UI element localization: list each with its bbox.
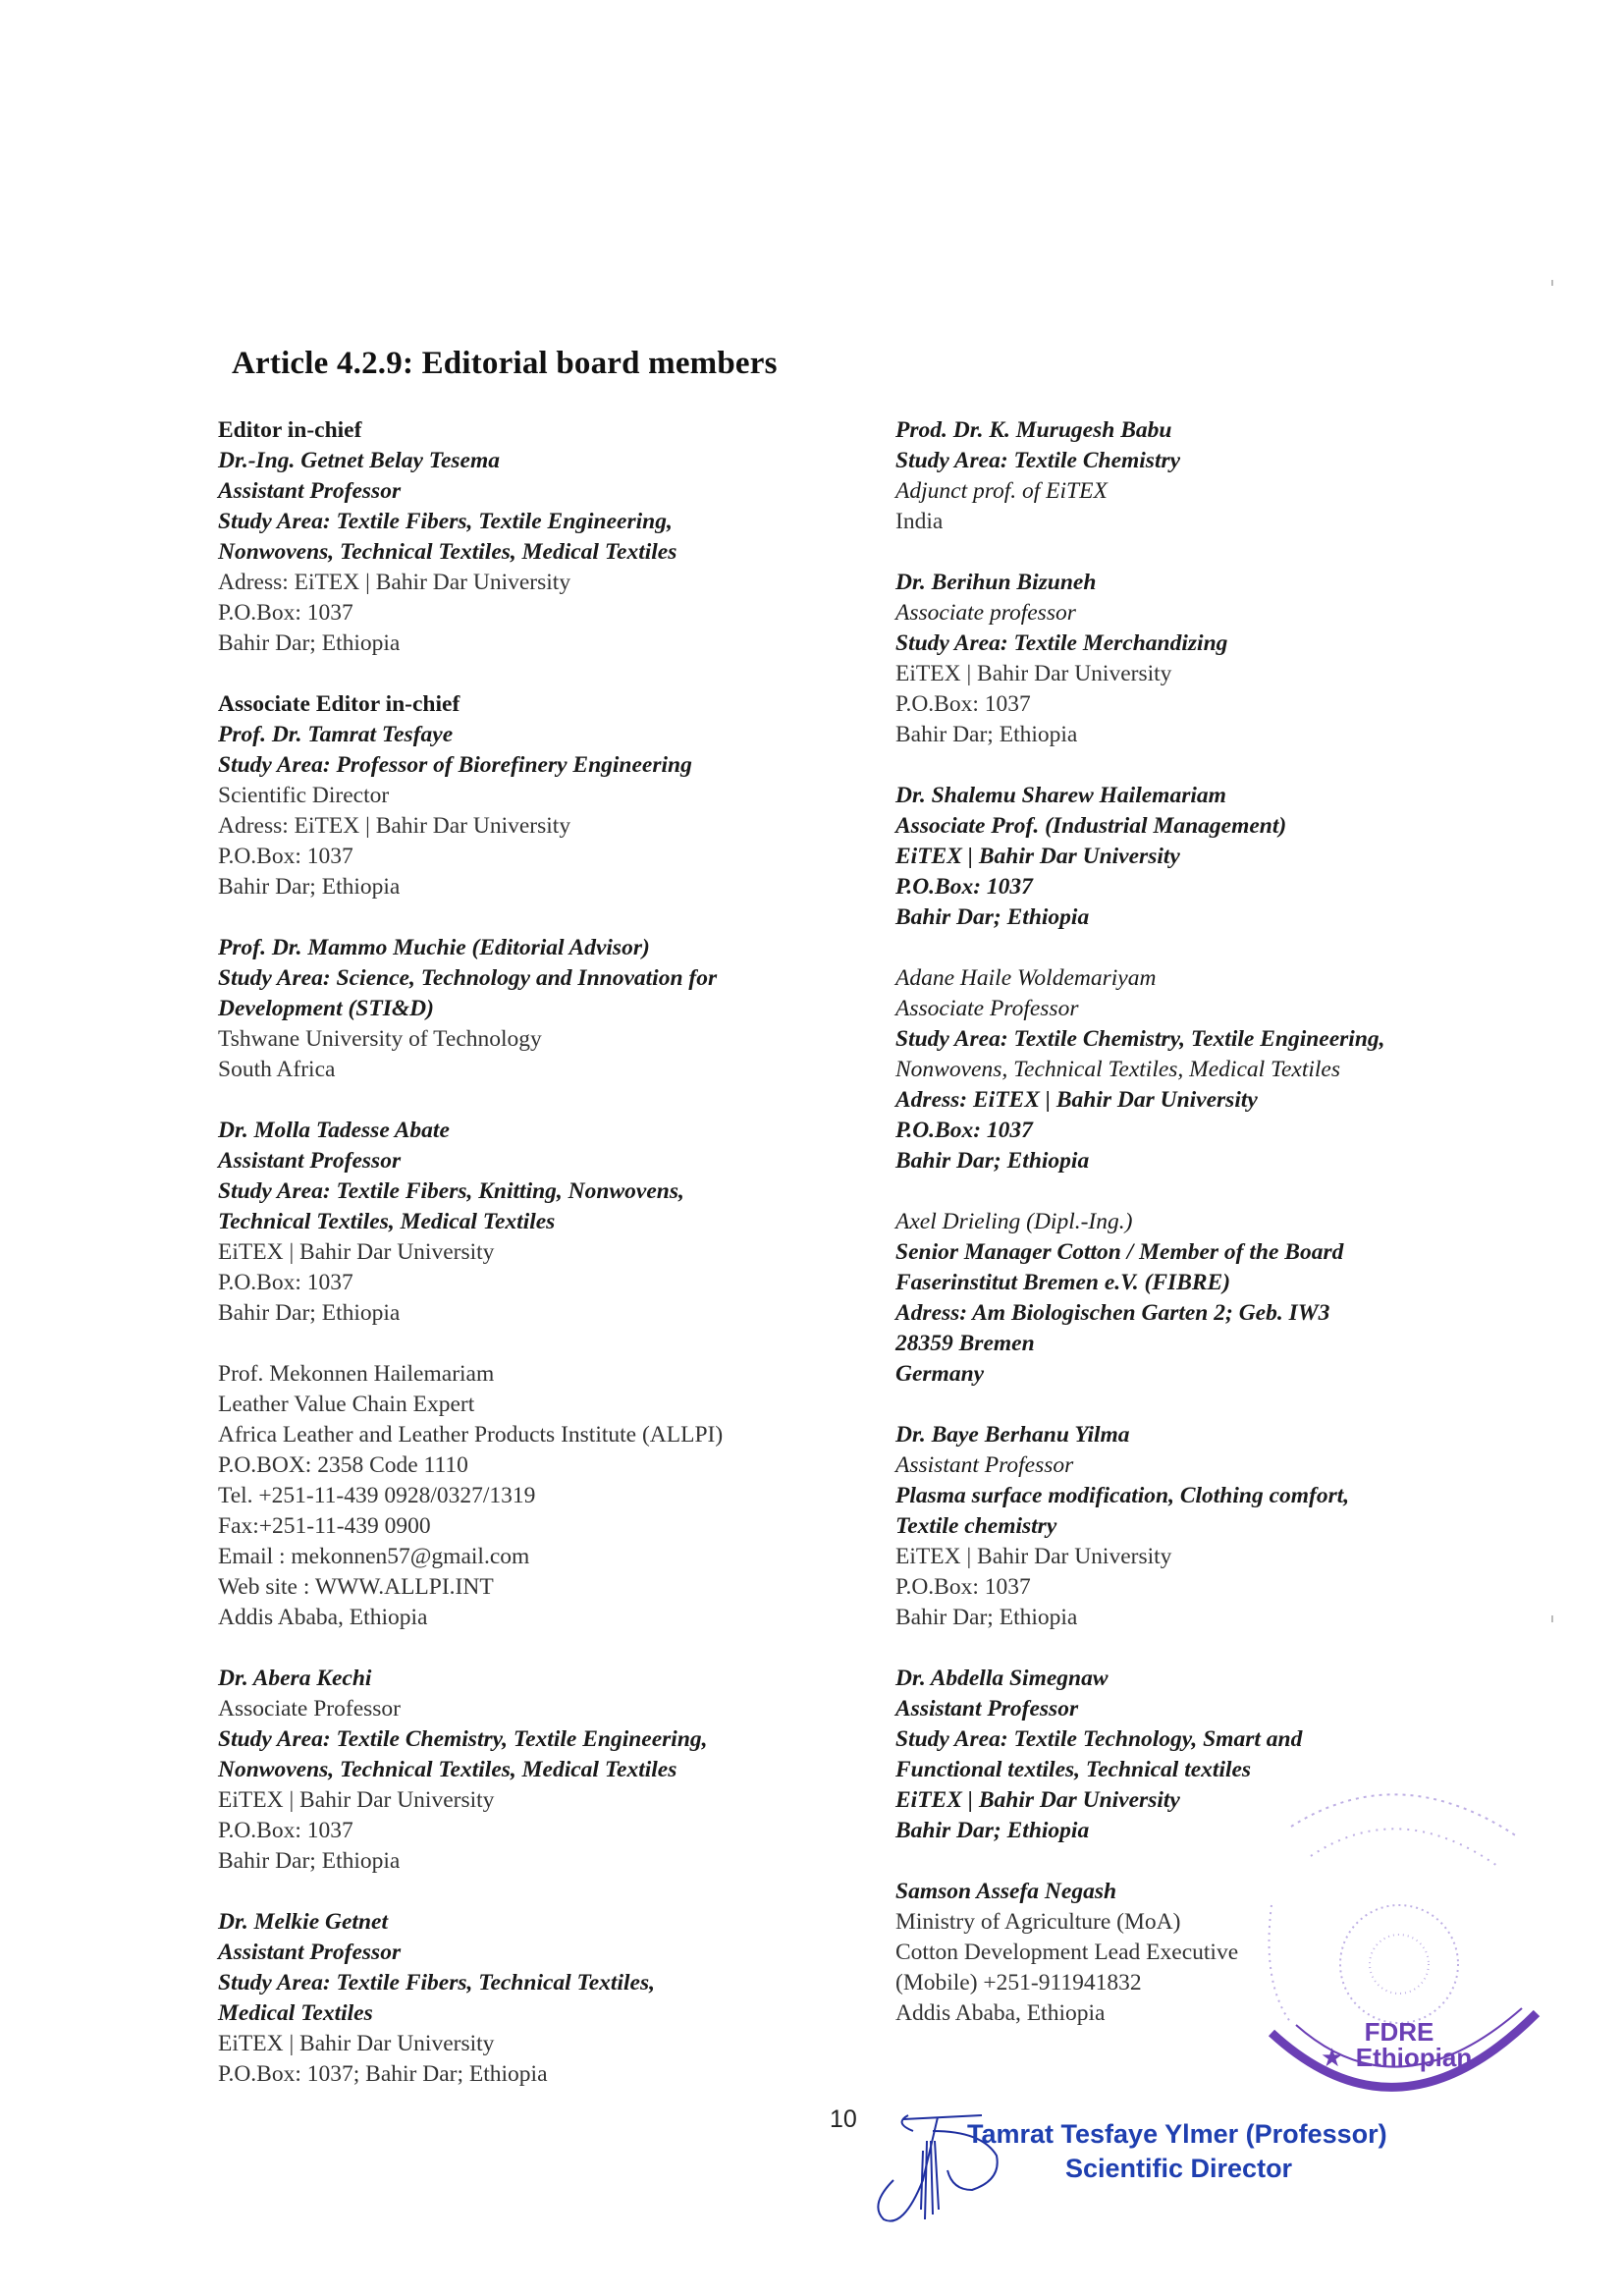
entry-detail-line: Email : mekonnen57@gmail.com — [218, 1544, 530, 1569]
entry-detail-line: Adress: EiTEX | Bahir Dar University — [218, 570, 571, 595]
entry-detail-line: Bahir Dar; Ethiopia — [895, 1605, 1078, 1630]
entry-detail-line: P.O.Box: 1037 — [218, 600, 353, 626]
entry-detail-line: Cotton Development Lead Executive — [895, 1940, 1239, 1965]
entry-detail-line: Bahir Dar; Ethiopia — [895, 1148, 1090, 1174]
entry-detail-line: Functional textiles, Technical textiles — [895, 1757, 1252, 1782]
entry-detail-line: P.O.Box: 1037 — [218, 1818, 353, 1843]
entry-detail-line: Nonwovens, Technical Textiles, Medical Textiles — [218, 539, 677, 565]
entry-detail-line: P.O.BOX: 2358 Code 1110 — [218, 1452, 468, 1478]
entry-heading-line: Associate Editor in-chief — [218, 691, 460, 717]
official-stamp — [1252, 1768, 1546, 2102]
entry-detail-line: Assistant Professor — [218, 478, 402, 504]
board-member-entry — [895, 415, 1534, 537]
entry-detail-line: Adress: EiTEX | Bahir Dar University — [218, 813, 571, 839]
board-member-entry — [895, 1420, 1534, 1633]
entry-detail-line: Bahir Dar; Ethiopia — [218, 1300, 401, 1326]
stamp-text-fdre: FDRE — [1364, 2017, 1434, 2047]
entry-detail-line: Study Area: Textile Chemistry, Textile Engineering, — [895, 1026, 1385, 1052]
entry-detail-line: Study Area: Textile Technology, Smart and — [895, 1726, 1303, 1752]
board-member-entry — [218, 1664, 846, 1877]
entry-detail-line: Associate Professor — [218, 1696, 402, 1722]
entry-heading-line: Dr. Berihun Bizuneh — [895, 570, 1097, 595]
entry-detail-line: Assistant Professor — [218, 1148, 402, 1174]
entry-detail-line: Adjunct prof. of EiTEX — [895, 478, 1108, 504]
signature-name: Tamrat Tesfaye Ylmer (Professor) — [967, 2119, 1387, 2149]
entry-detail-line: Leather Value Chain Expert — [218, 1392, 475, 1417]
entry-detail-line: Assistant Professor — [895, 1452, 1074, 1478]
entry-detail-line: Dr.-Ing. Getnet Belay Tesema — [218, 448, 500, 473]
entry-detail-line: Bahir Dar; Ethiopia — [218, 630, 401, 656]
entry-detail-line: EiTEX | Bahir Dar University — [895, 661, 1172, 686]
entry-detail-line: (Mobile) +251-911941832 — [895, 1970, 1142, 1995]
entry-detail-line: P.O.Box: 1037 — [895, 1118, 1033, 1143]
entry-detail-line: Addis Ababa, Ethiopia — [218, 1605, 428, 1630]
entry-detail-line: Technical Textiles, Medical Textiles — [218, 1209, 556, 1234]
entry-detail-line: Nonwovens, Technical Textiles, Medical Textiles — [218, 1757, 677, 1782]
entry-detail-line: Adress: EiTEX | Bahir Dar University — [895, 1087, 1258, 1113]
board-member-entry — [218, 933, 846, 1085]
entry-detail-line: Germany — [895, 1361, 985, 1387]
board-member-entry — [895, 963, 1534, 1176]
board-member-entry — [218, 1907, 846, 2090]
entry-detail-line: Study Area: Textile Merchandizing — [895, 630, 1228, 656]
entry-detail-line: Bahir Dar; Ethiopia — [895, 904, 1090, 930]
board-member-entry — [895, 781, 1534, 933]
entry-detail-line: P.O.Box: 1037 — [218, 1270, 353, 1295]
entry-detail-line: South Africa — [218, 1057, 336, 1082]
board-member-entry — [218, 1116, 846, 1329]
entry-detail-line: Assistant Professor — [218, 1940, 402, 1965]
entry-detail-line: EiTEX | Bahir Dar University — [895, 844, 1180, 869]
entry-detail-line: Study Area: Textile Fibers, Textile Engineering, — [218, 509, 673, 534]
entry-detail-line: Fax:+251-11-439 0900 — [218, 1513, 431, 1539]
entry-heading-line: Adane Haile Woldemariyam — [895, 965, 1157, 991]
entry-detail-line: Prof. Dr. Tamrat Tesfaye — [218, 722, 454, 747]
entry-heading-line: Prod. Dr. K. Murugesh Babu — [895, 417, 1172, 443]
star-icon: ★ — [1321, 2044, 1344, 2073]
entry-detail-line: Textile chemistry — [895, 1513, 1057, 1539]
entry-detail-line: Ministry of Agriculture (MoA) — [895, 1909, 1181, 1935]
entry-heading-line: Axel Drieling (Dipl.-Ing.) — [895, 1209, 1133, 1234]
entry-detail-line: Bahir Dar; Ethiopia — [895, 722, 1078, 747]
entry-detail-line: Addis Ababa, Ethiopia — [895, 2000, 1106, 2026]
board-member-entry — [218, 689, 846, 902]
entry-detail-line: Scientific Director — [218, 783, 390, 808]
entry-detail-line: Associate Professor — [895, 996, 1079, 1021]
stamp-text-ethiopian: Ethiopian — [1355, 2043, 1473, 2072]
entry-detail-line: P.O.Box: 1037; Bahir Dar; Ethiopia — [218, 2061, 548, 2087]
entry-detail-line: Tel. +251-11-439 0928/0327/1319 — [218, 1483, 536, 1508]
entry-detail-line: EiTEX | Bahir Dar University — [218, 1787, 495, 1813]
entry-detail-line: P.O.Box: 1037 — [895, 1574, 1031, 1600]
entry-detail-line: Tshwane University of Technology — [218, 1026, 542, 1052]
signature-title: Scientific Director — [1065, 2154, 1293, 2183]
entry-detail-line: Faserinstitut Bremen e.V. (FIBRE) — [895, 1270, 1231, 1295]
entry-heading-line: Prof. Mekonnen Hailemariam — [218, 1361, 495, 1387]
entry-detail-line: EiTEX | Bahir Dar University — [895, 1544, 1172, 1569]
entry-detail-line: P.O.Box: 1037 — [895, 874, 1033, 900]
scan-speck — [1551, 280, 1553, 286]
left-column — [218, 415, 846, 2120]
scan-speck — [1551, 1615, 1553, 1622]
entry-detail-line: P.O.Box: 1037 — [218, 844, 353, 869]
entry-detail-line: 28359 Bremen — [895, 1331, 1035, 1356]
entry-heading-line: Editor in-chief — [218, 417, 362, 443]
entry-heading-line: Dr. Abera Kechi — [218, 1666, 372, 1691]
entry-detail-line: Study Area: Science, Technology and Innovation for — [218, 965, 718, 991]
entry-detail-line: Medical Textiles — [218, 2000, 373, 2026]
entry-heading-line: Dr. Melkie Getnet — [218, 1909, 388, 1935]
entry-heading-line: Dr. Shalemu Sharew Hailemariam — [895, 783, 1226, 808]
entry-detail-line: Africa Leather and Leather Products Institute (ALLPI) — [218, 1422, 724, 1448]
entry-heading-line: Samson Assefa Negash — [895, 1879, 1117, 1904]
board-member-entry — [895, 1207, 1534, 1390]
entry-detail-line: Associate Prof. (Industrial Management) — [895, 813, 1287, 839]
entry-detail-line: Nonwovens, Technical Textiles, Medical Textiles — [895, 1057, 1340, 1082]
entry-detail-line: Bahir Dar; Ethiopia — [218, 874, 401, 900]
entry-heading-line: Prof. Dr. Mammo Muchie (Editorial Advisor) — [218, 935, 650, 960]
entry-detail-line: Study Area: Professor of Biorefinery Engineering — [218, 752, 692, 778]
entry-heading-line: Dr. Baye Berhanu Yilma — [895, 1422, 1130, 1448]
entry-heading-line: Dr. Molla Tadesse Abate — [218, 1118, 450, 1143]
entry-detail-line: Study Area: Textile Fibers, Knitting, Nonwovens, — [218, 1178, 684, 1204]
board-member-entry — [218, 1359, 846, 1633]
entry-detail-line: Web site : WWW.ALLPI.INT — [218, 1574, 494, 1600]
entry-detail-line: Plasma surface modification, Clothing comfort, — [895, 1483, 1350, 1508]
entry-detail-line: Adress: Am Biologischen Garten 2; Geb. IW3 — [895, 1300, 1330, 1326]
entry-detail-line: Bahir Dar; Ethiopia — [218, 1848, 401, 1874]
entry-detail-line: India — [895, 509, 944, 534]
entry-heading-line: Dr. Abdella Simegnaw — [895, 1666, 1109, 1691]
entry-detail-line: Assistant Professor — [895, 1696, 1079, 1722]
page-number: 10 — [830, 2105, 857, 2133]
entry-detail-line: P.O.Box: 1037 — [895, 691, 1031, 717]
article-heading: Article 4.2.9: Editorial board members — [232, 346, 778, 381]
entry-detail-line: Study Area: Textile Chemistry, Textile Engineering, — [218, 1726, 708, 1752]
entry-detail-line: EiTEX | Bahir Dar University — [218, 1239, 495, 1265]
entry-detail-line: Associate professor — [895, 600, 1076, 626]
entry-detail-line: Study Area: Textile Chemistry — [895, 448, 1181, 473]
entry-detail-line: EiTEX | Bahir Dar University — [218, 2031, 495, 2056]
board-member-entry — [218, 415, 846, 659]
board-member-entry — [895, 568, 1534, 750]
entry-detail-line: Development (STI&D) — [218, 996, 434, 1021]
entry-detail-line: EiTEX | Bahir Dar University — [895, 1787, 1180, 1813]
entry-detail-line: Bahir Dar; Ethiopia — [895, 1818, 1090, 1843]
entry-detail-line: Study Area: Textile Fibers, Technical Textiles, — [218, 1970, 655, 1995]
entry-detail-line: Senior Manager Cotton / Member of the Board — [895, 1239, 1344, 1265]
